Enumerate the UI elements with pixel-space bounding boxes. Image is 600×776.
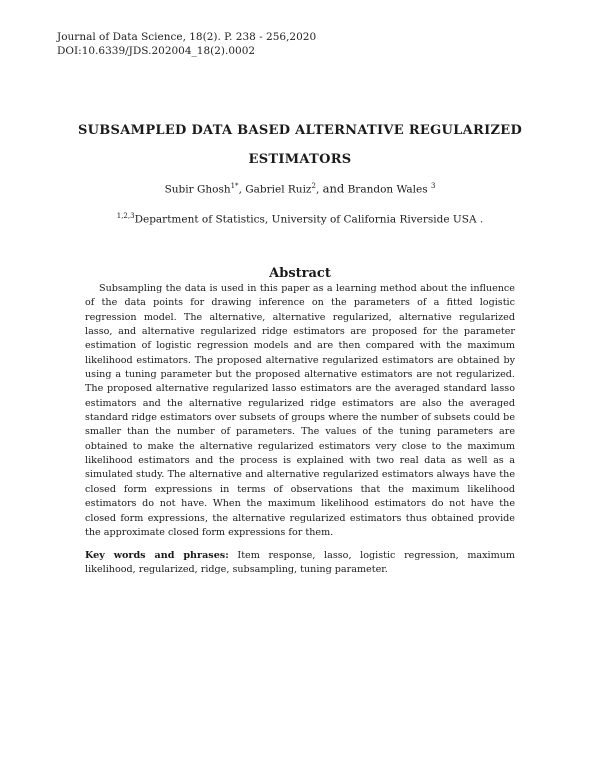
affiliation-mark: 1,2,3 [116,212,135,220]
abstract-heading: Abstract [269,266,331,281]
author-conjunction: and [322,181,345,196]
keywords [85,549,515,578]
author-affiliation-mark: 2 [311,182,316,190]
title-line-2: ESTIMATORS [248,152,352,167]
author-affiliation-mark: 3 [430,182,436,190]
affiliation-text: Department of Statistics, University of California Riverside USA . [134,213,484,226]
author-name: Gabriel Ruiz [245,183,312,196]
author-separator: , [315,183,323,196]
keywords-label: Key words and phrases: [85,550,229,561]
author-separator: , [238,183,246,196]
journal-citation: Journal of Data Science, 18(2). P. 238 - 256,2020 [57,31,317,43]
keywords-text: Item response, lasso, logistic regression, maximum likelihood, regularized, ridge, subsampling, tuning parameter. [85,550,515,576]
paper-title [40,116,560,174]
author-name: Brandon Wales [347,183,428,196]
title-line-1: SUBSAMPLED DATA BASED ALTERNATIVE REGULARIZED [77,123,523,138]
affiliation [40,209,560,227]
author-affiliation-mark: 1* [230,182,239,190]
abstract-body: Subsampling the data is used in this paper as a learning method about the influence of the data points for drawing inference on the parameters of a fitted logistic regression model. The alternative, alternative regularized, alternative regularized lasso, and alternative regularized ridge estimators are proposed for the parameter estimation of logistic regression models and are then compared with the maximum likelihood estimators. The proposed alternative regularized estimators are obtained by using a tuning parameter but the proposed alternative estimators are not regularized. The proposed alternative regularized lasso estimators are the averaged standard lasso estimators and the alternative regularized ridge estimators are also the averaged standard ridge estimators over subsets of groups where the number of subsets could be smaller than the number of parameters. The values of the tuning parameters are obtained to make the alternative regularized estimators very close to the maximum likelihood estimators and the process is explained with two real data as well as a simulated study. The alternative and alternative regularized estimators always have the closed form expressions in terms of observations that the maximum likelihood estimators do not have. When the maximum likelihood estimators do not have the closed form expressions, the alternative regularized estimators thus obtained provide the approximate closed form expressions for them. [85,283,515,538]
author-name: Subir Ghosh [164,183,231,196]
doi-line: DOI:10.6339/JDS.202004_18(2).0002 [57,45,256,57]
author-list [40,179,560,197]
